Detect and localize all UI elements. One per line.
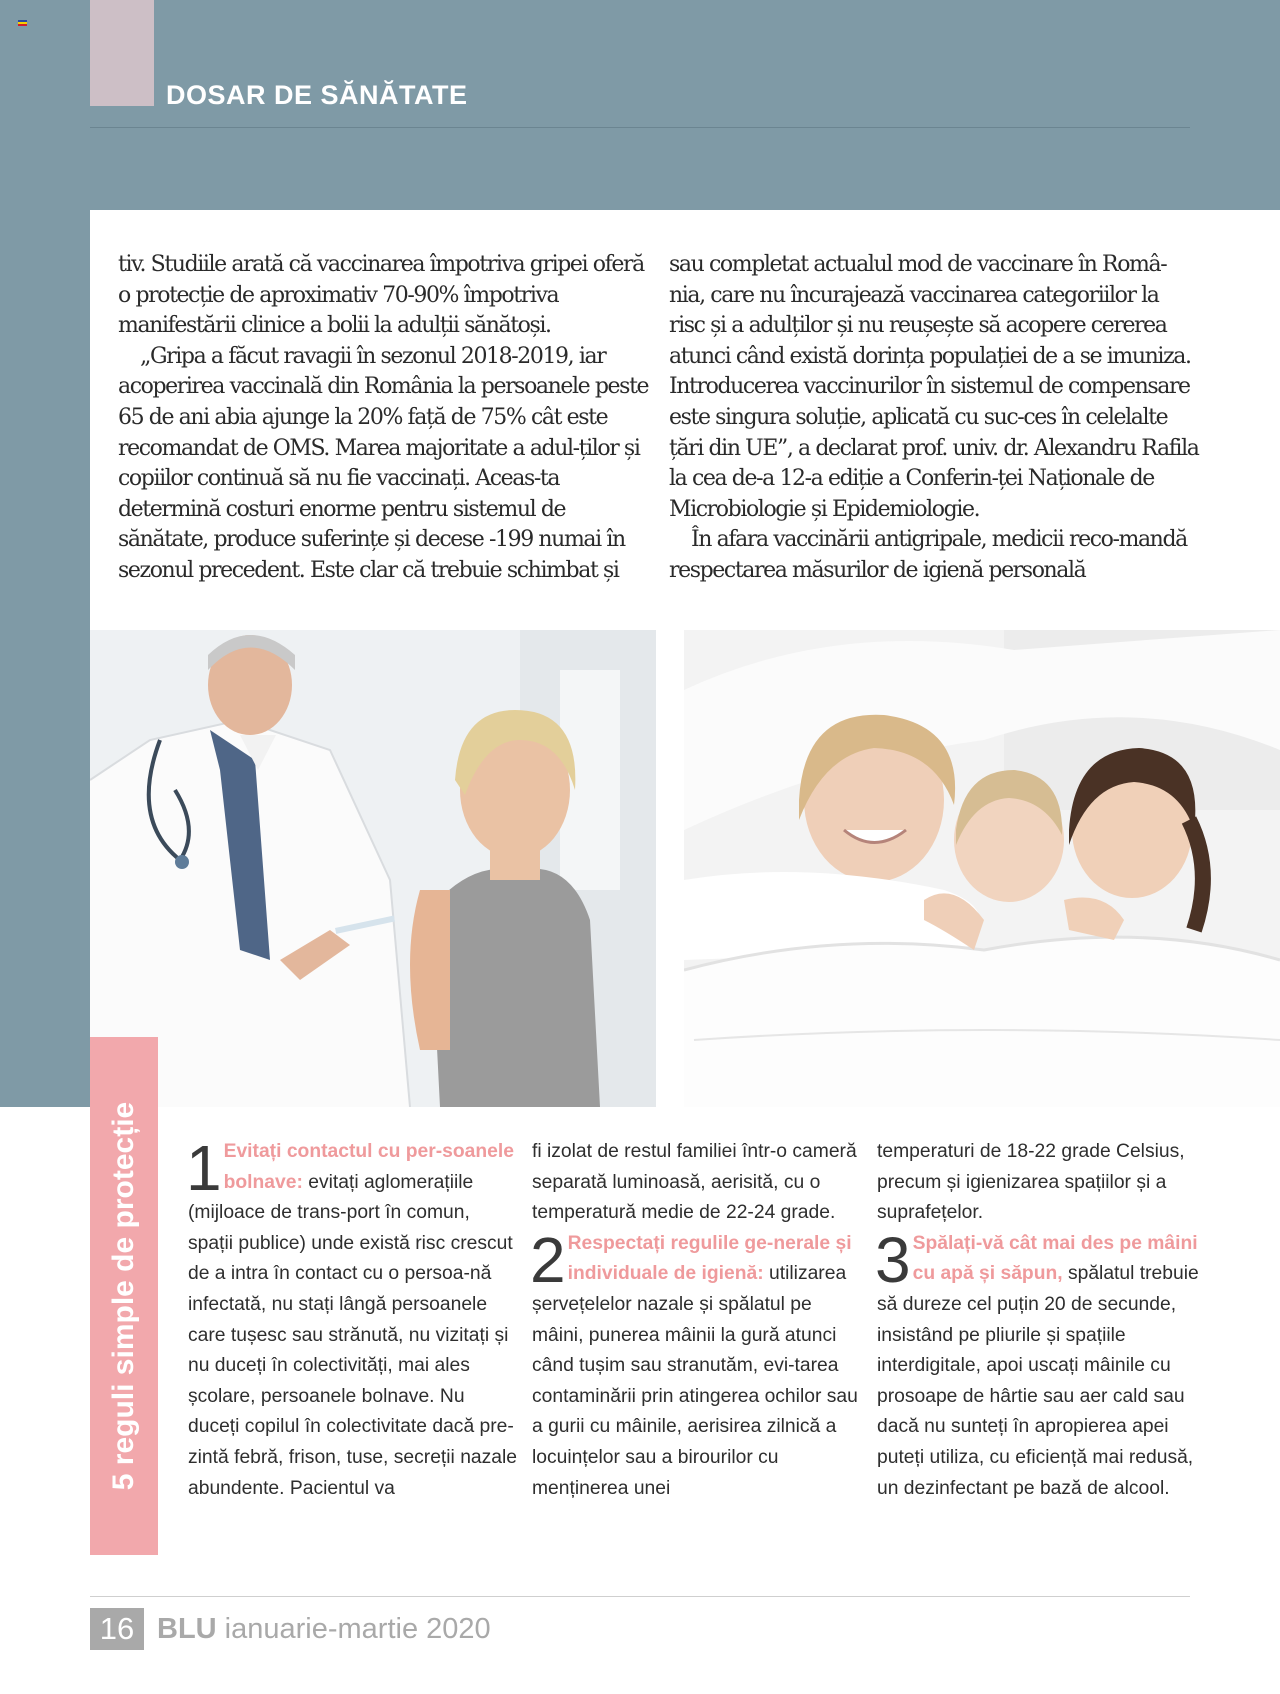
rule-text: spălatul trebuie să dureze cel puțin 20 de secunde, insistând pe pliurile și spațiile interdigitale, apoi uscați mâinile cu prosoape de hârtie sau aer cald sau dacă nu sunteți în apropierea apei puteți utiliza, cu eficiență mai redusă, un dezinfectant pe bază de alcool.: [877, 1263, 1199, 1499]
rule-2: [530, 1223, 867, 1504]
rule-number: 2: [530, 1223, 566, 1296]
sidebar-title: 5 reguli simple de protecție: [107, 1101, 140, 1491]
section-tab: [90, 0, 154, 106]
rule-heading: Respectați regulile ge-nerale și individuale de igienă:: [567, 1232, 852, 1285]
rule-number: 1: [186, 1132, 222, 1204]
article-paragraph: „Gripa a făcut ravagii în sezonul 2018-2019, iar acoperirea vaccinală din România la persoanele peste 65 de ani abia ajunge la 20% față de 75% cât este recomandat de OMS. Marea majoritate a adul-ților și copiilor continuă să nu fie vaccinați. Aceas-ta determină costuri enorme pentru sistemul de sănătate, produce suferințe și decese -199 numai în sezonul precedent. Este clar că trebuie schimbat și: [118, 343, 649, 583]
rule-2-continuation: temperaturi de 18-22 grade Celsius, precum și igienizarea spațiilor și a suprafețelor.: [877, 1141, 1185, 1224]
title-divider: [90, 127, 1190, 128]
rule-1: [186, 1132, 518, 1504]
magazine-brand: BLU: [157, 1613, 217, 1645]
article-paragraph: sau completat actualul mod de vaccinare în Româ-nia, care nu încurajează vaccinarea categoriilor la risc și a adulților și nu reușește să acopere cererea atunci când există dorința populației de a se imuniza. Introducerea vaccinurilor în sistemul de compensare este singura soluție, aplicată cu suc-ces în celelalte țări din UE”, a declarat prof. univ. dr. Alexandru Rafila la cea de-a 12-a ediție a Conferin-ței Naționale de Microbiologie și Epidemiologie.: [669, 252, 1199, 522]
flag-icon: [18, 20, 27, 26]
rule-3: [875, 1223, 1202, 1504]
rules-column-3: [877, 1137, 1202, 1504]
section-title: DOSAR DE SĂNĂTATE: [166, 80, 468, 110]
sidebar-tag: [90, 1037, 158, 1555]
left-band: [0, 210, 90, 1107]
rule-text: utilizarea șervețelelor nazale și spălatul pe mâini, punerea mâinii la gură atunci când tușim sau stranutăm, evi-tarea contaminării prin atingerea ochilor sau a gurii cu mâinile, aerisirea zilnică a locuințelor sau a birourilor cu menținerea unei: [532, 1263, 858, 1499]
article-paragraph: tiv. Studiile arată că vaccinarea împotriva gripei oferă o protecție de aproximativ 70-90% împotriva manifestării clinice a bolii la adulții sănătoși.: [118, 252, 644, 339]
page-number: 16: [90, 1608, 144, 1650]
footer-line: [157, 1609, 491, 1649]
issue-date: ianuarie-martie 2020: [224, 1613, 491, 1645]
rule-heading: Spălați-vă cât mai des pe mâini cu apă și săpun,: [912, 1232, 1198, 1285]
article-paragraph: În afara vaccinării antigripale, medicii reco-mandă respectarea măsurilor de igienă personală: [669, 527, 1187, 583]
article-column-1: [118, 250, 658, 587]
rule-1-continuation: fi izolat de restul familiei într-o cameră separată luminoasă, aerisită, cu o temperatură medie de 22-24 grade.: [532, 1141, 857, 1224]
rules-column-2: [532, 1137, 867, 1504]
photo-doctor-vaccinating: [90, 630, 656, 1107]
rules-column-1: [186, 1132, 518, 1504]
photo-family-under-blanket: [684, 630, 1280, 1107]
footer-divider: [90, 1596, 1190, 1597]
article-column-2: [669, 250, 1199, 587]
rule-heading: Evitați contactul cu per-soanele bolnave:: [223, 1141, 514, 1193]
rule-text: evitați aglomerațiile (mijloace de trans-port în comun, spații publice) unde există risc crescut de a intra în contact cu o persoa-nă infectată, nu stați lângă persoanele care tușesc sau strănută, nu vizitați și nu duceți în colectivități, mai ales școlare, persoanele bolnave. Nu duceți copilul în colectivitate dacă pre-zintă febră, frison, tuse, secreții nazale abundente. Pacientul va: [188, 1171, 518, 1499]
rule-number: 3: [875, 1223, 911, 1296]
